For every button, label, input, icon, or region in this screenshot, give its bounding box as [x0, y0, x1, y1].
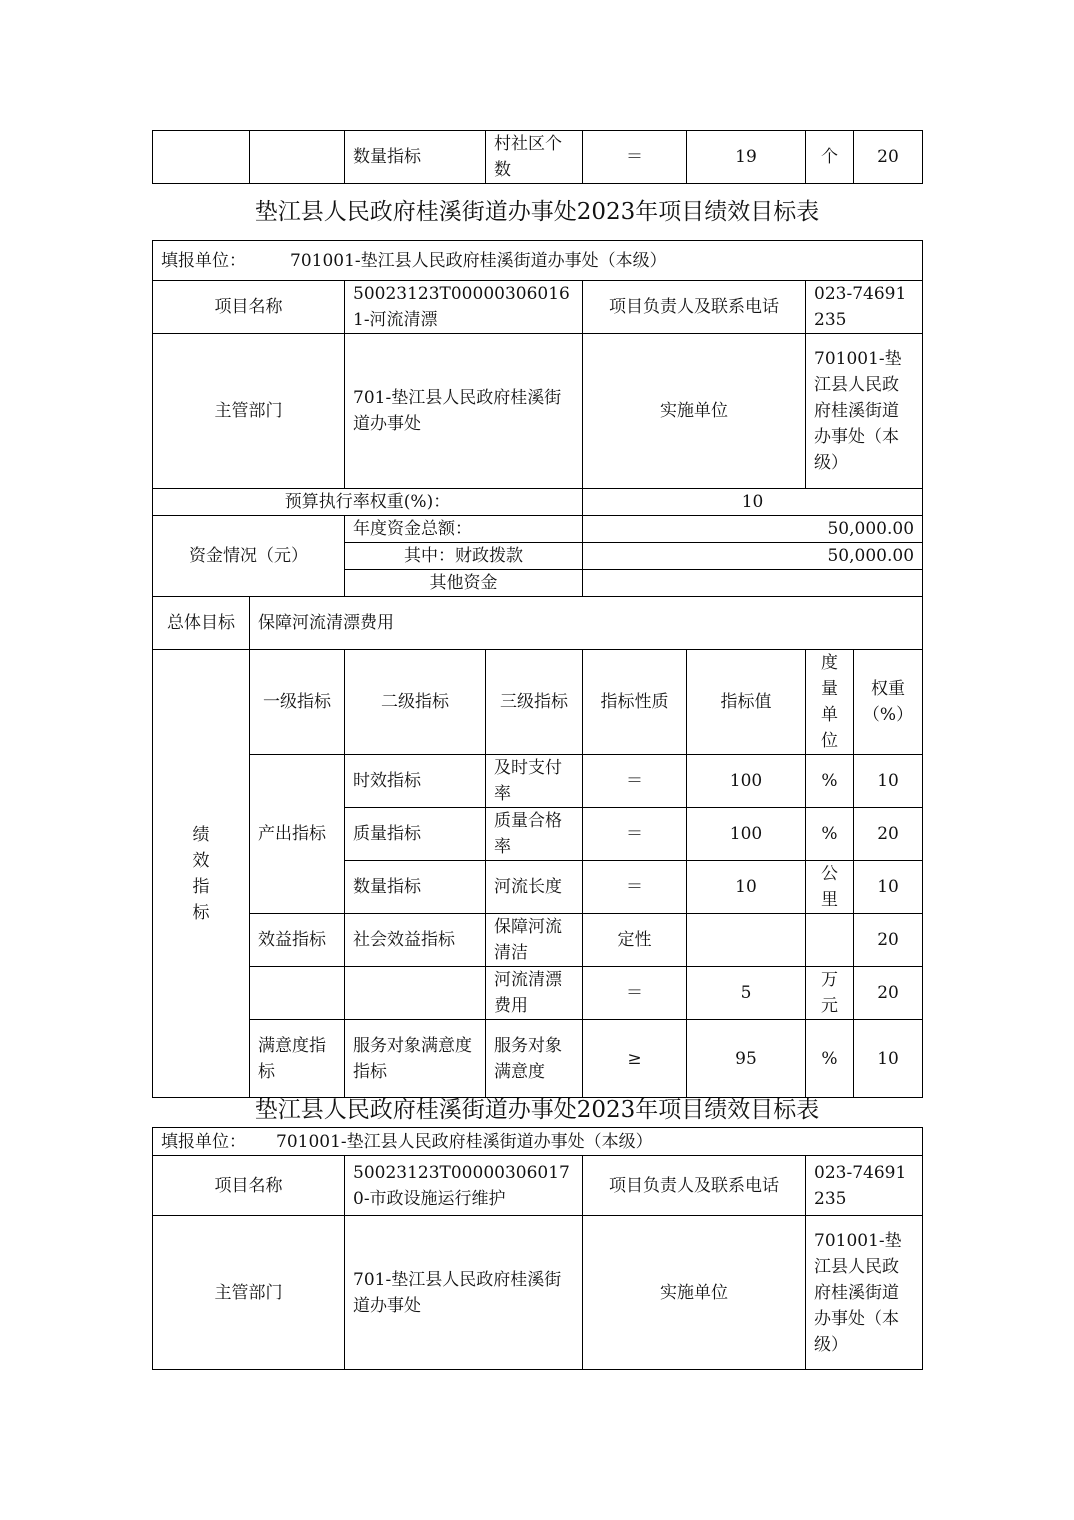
row-weight: 20	[854, 808, 923, 861]
fiscal-value: 50,000.00	[583, 543, 923, 570]
row-nature: ＝	[583, 755, 687, 808]
row-l2: 社会效益指标	[345, 914, 486, 967]
row-weight: 20	[854, 967, 923, 1020]
row-l3: 质量合格率	[486, 808, 583, 861]
header-value: 指标值	[687, 650, 806, 755]
reporting-unit-row	[153, 1128, 923, 1156]
row-nature: ≥	[583, 1020, 687, 1098]
impl-value: 701001-垫江县人民政府桂溪街道办事处（本级）	[806, 1216, 923, 1370]
fiscal-label: 其中：财政拨款	[345, 543, 583, 570]
nature-cell: ＝	[583, 131, 687, 184]
goal-value: 保障河流清漂费用	[250, 597, 923, 650]
reporting-unit-label: 填报单位：	[161, 1131, 246, 1152]
row-nature: 定性	[583, 914, 687, 967]
row-unit	[806, 914, 854, 967]
reporting-unit-value: 701001-垫江县人民政府桂溪街道办事处（本级）	[290, 250, 667, 271]
other-fund-value	[583, 570, 923, 597]
row-l2: 时效指标	[345, 755, 486, 808]
table-row	[153, 967, 923, 1020]
row-unit: %	[806, 808, 854, 861]
impl-value: 701001-垫江县人民政府桂溪街道办事处（本级）	[806, 334, 923, 489]
satisfaction-label: 满意度指标	[250, 1020, 345, 1098]
dept-label: 主管部门	[153, 1216, 345, 1370]
row-value: 10	[687, 861, 806, 914]
row-unit: %	[806, 755, 854, 808]
row-unit: 万元	[806, 967, 854, 1020]
empty-cell	[153, 131, 250, 184]
budget-weight-value: 10	[583, 489, 923, 516]
empty-cell	[250, 131, 345, 184]
row-weight: 10	[854, 861, 923, 914]
row-value: 95	[687, 1020, 806, 1098]
value-cell: 19	[687, 131, 806, 184]
benefit-label: 效益指标	[250, 914, 345, 967]
header-level1: 一级指标	[250, 650, 345, 755]
impl-label: 实施单位	[583, 334, 806, 489]
row-weight: 10	[854, 1020, 923, 1098]
table-row	[153, 755, 923, 808]
row-l2: 服务对象满意度指标	[345, 1020, 486, 1098]
reporting-unit-value: 701001-垫江县人民政府桂溪街道办事处（本级）	[276, 1131, 653, 1152]
row-value: 5	[687, 967, 806, 1020]
manager-label: 项目负责人及联系电话	[583, 1156, 806, 1216]
project-name-value: 50023123T000003060161-河流清漂	[345, 281, 583, 334]
header-weight: 权重（%）	[854, 650, 923, 755]
row-l2	[345, 967, 486, 1020]
row-nature: ＝	[583, 967, 687, 1020]
row-l3: 保障河流清洁	[486, 914, 583, 967]
goal-label: 总体目标	[153, 597, 250, 650]
row-l3: 河流长度	[486, 861, 583, 914]
row-l3: 及时支付率	[486, 755, 583, 808]
row-weight: 10	[854, 755, 923, 808]
table2-title: 垫江县人民政府桂溪街道办事处2023年项目绩效目标表	[254, 1097, 820, 1123]
table2	[152, 1127, 923, 1370]
header-level3: 三级指标	[486, 650, 583, 755]
reporting-unit-row	[153, 241, 923, 281]
annual-total-label: 年度资金总额：	[345, 516, 583, 543]
row-value	[687, 914, 806, 967]
impl-label: 实施单位	[583, 1216, 806, 1370]
table-row	[153, 914, 923, 967]
level2-cell: 数量指标	[345, 131, 486, 184]
reporting-unit-label: 填报单位：	[161, 250, 246, 271]
manager-phone: 023-74691235	[806, 281, 923, 334]
header-nature: 指标性质	[583, 650, 687, 755]
empty-cell	[250, 967, 345, 1020]
header-unit: 度量单位	[806, 650, 854, 755]
table1	[152, 240, 923, 1098]
perf-label: 绩效指标	[153, 650, 250, 1098]
row-l2: 质量指标	[345, 808, 486, 861]
row-unit: 公里	[806, 861, 854, 914]
manager-label: 项目负责人及联系电话	[583, 281, 806, 334]
row-value: 100	[687, 755, 806, 808]
dept-value: 701-垫江县人民政府桂溪街道办事处	[345, 334, 583, 489]
dept-label: 主管部门	[153, 334, 345, 489]
project-name-label: 项目名称	[153, 1156, 345, 1216]
other-fund-label: 其他资金	[345, 570, 583, 597]
table-row	[153, 1020, 923, 1098]
row-nature: ＝	[583, 808, 687, 861]
row-unit: %	[806, 1020, 854, 1098]
output-label: 产出指标	[250, 755, 345, 914]
project-name-value: 50023123T000003060170-市政设施运行维护	[345, 1156, 583, 1216]
manager-phone: 023-74691235	[806, 1156, 923, 1216]
row-l3: 服务对象满意度	[486, 1020, 583, 1098]
unit-cell: 个	[806, 131, 854, 184]
dept-value: 701-垫江县人民政府桂溪街道办事处	[345, 1216, 583, 1370]
header-level2: 二级指标	[345, 650, 486, 755]
row-value: 100	[687, 808, 806, 861]
row-weight: 20	[854, 914, 923, 967]
table1-title: 垫江县人民政府桂溪街道办事处2023年项目绩效目标表	[254, 199, 820, 225]
fund-label: 资金情况（元）	[153, 516, 345, 597]
level3-cell: 村社区个数	[486, 131, 583, 184]
annual-total-value: 50,000.00	[583, 516, 923, 543]
budget-weight-label: 预算执行率权重(%)：	[153, 489, 583, 516]
row-nature: ＝	[583, 861, 687, 914]
row-l2: 数量指标	[345, 861, 486, 914]
weight-cell: 20	[854, 131, 923, 184]
project-name-label: 项目名称	[153, 281, 345, 334]
top-partial-table	[152, 130, 923, 184]
row-l3: 河流清漂费用	[486, 967, 583, 1020]
